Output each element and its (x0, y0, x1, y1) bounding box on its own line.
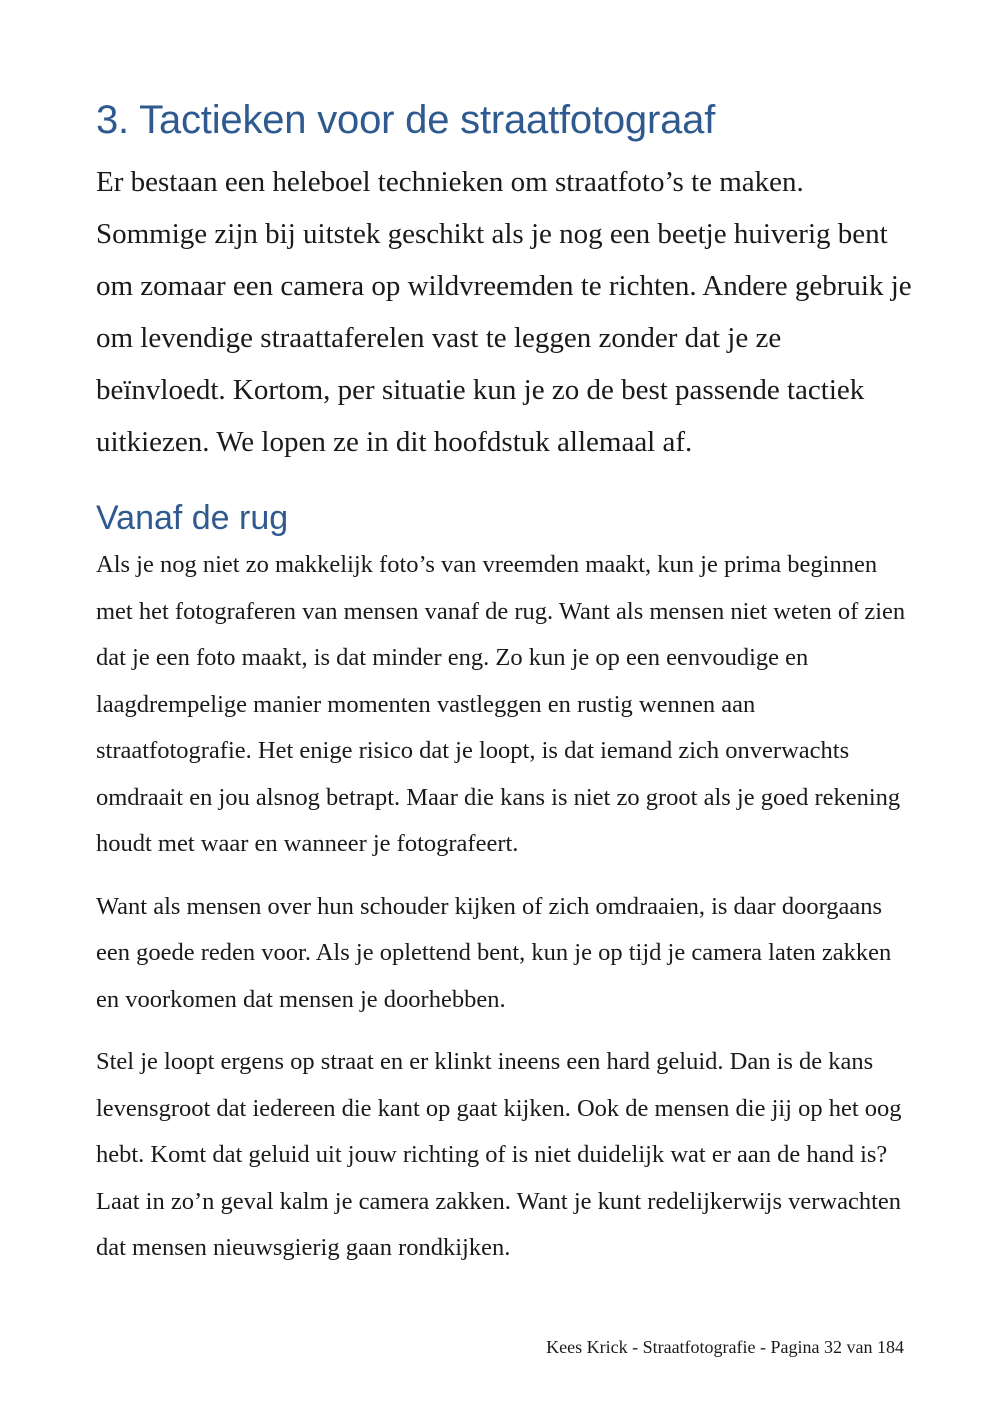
body-paragraph-3: Stel je loopt ergens op straat en er klinkt ineens een hard geluid. Dan is de kans levensgroot dat iedereen die kant op gaat kijken. Ook de mensen die jij op het oog hebt. Komt dat geluid uit jouw richting of is niet duidelijk wat er aan de hand is? Laat in zo’n geval kalm je camera zakken. Want je kunt redelijkerwijs verwachten dat mensen nieuwsgierig gaan rondkijken. (96, 1048, 902, 1261)
body-paragraph-1: Als je nog niet zo makkelijk foto’s van vreemden maakt, kun je prima beginnen met het fotograferen van mensen vanaf de rug. Want als mensen niet weten of zien dat je een foto maakt, is dat minder eng. Zo kun je op een eenvoudige en laagdrempelige manier momenten vastleggen en rustig wennen aan straatfotografie. Het enige risico dat je loopt, is dat iemand zich onverwachts omdraait en jou alsnog betrapt. Maar die kans is niet zo groot als je goed rekening houdt met waar en wanneer je fotografeert. (96, 551, 906, 857)
body-paragraph-2: Want als mensen over hun schouder kijken of zich omdraaien, is daar doorgaans een goede reden voor. Als je oplettend bent, kun je op tijd je camera laten zakken en voorkomen dat mensen je doorhebben. (96, 892, 892, 1013)
chapter-intro-paragraph: Er bestaan een heleboel technieken om straatfoto’s te maken. Sommige zijn bij uitstek geschikt als je nog een beetje huiverig bent om zomaar een camera op wildvreemden te richten. Andere gebruik je om levendige straattaferelen vast te leggen zonder dat je ze beïnvloedt. Kortom, per situatie kun je zo de best passende tactiek uitkiezen. We lopen ze in dit hoofdstuk allemaal af. (96, 166, 912, 458)
section-title: Vanaf de rug (96, 499, 289, 537)
document-page (96, 96, 916, 1272)
chapter-title: 3. Tactieken voor de straatfotograaf (96, 98, 716, 142)
page-footer: Kees Krick - Straatfotografie - Pagina 32 van 184 (546, 1337, 904, 1357)
